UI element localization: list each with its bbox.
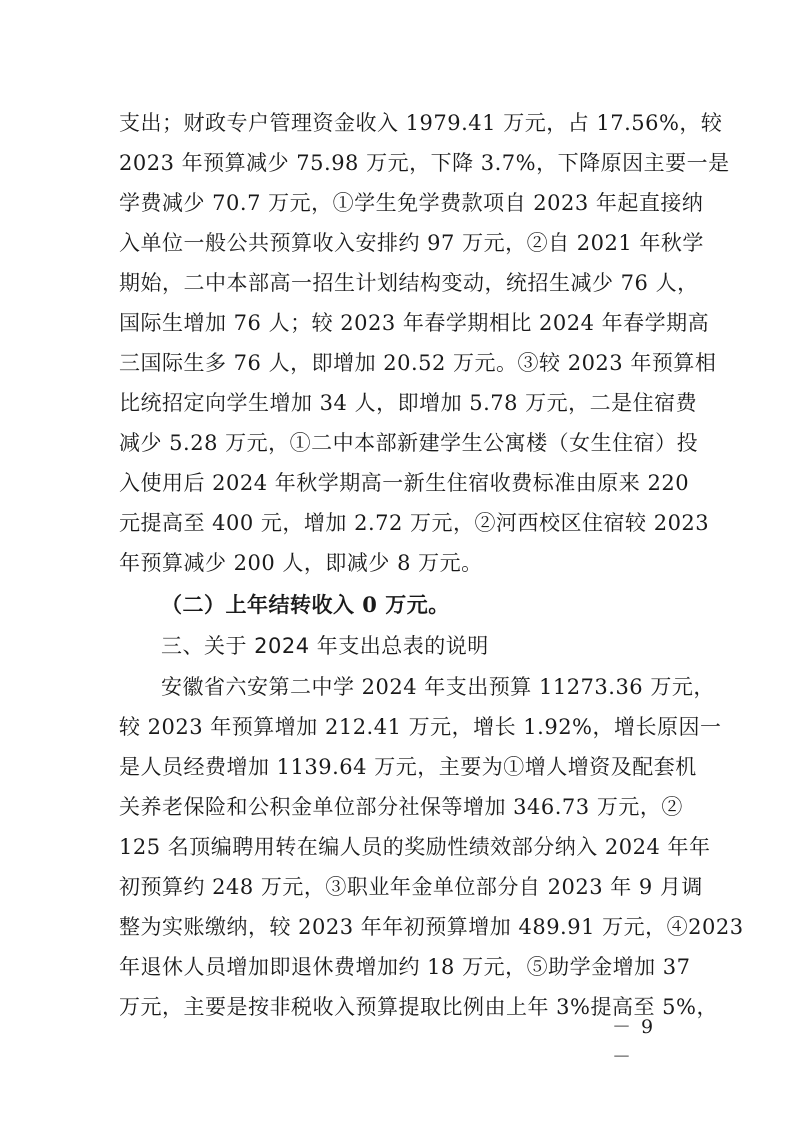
- section-heading: 三、关于 2024 年支出总表的说明: [161, 634, 489, 658]
- paragraph-line: 入使用后 2024 年秋学期高一新生住宿收费标准由原来 220: [119, 471, 690, 495]
- paragraph-line: 万元，主要是按非税收入预算提取比例由上年 3%提高至 5%，: [119, 995, 718, 1019]
- paragraph-line: 安徽省六安第二中学 2024 年支出预算 11273.36 万元，: [161, 675, 715, 699]
- paragraph-line: 初预算约 248 万元，③职业年金单位部分自 2023 年 9 月调: [119, 875, 703, 899]
- paragraph-line: 三国际生多 76 人，即增加 20.52 万元。③较 2023 年预算相: [119, 351, 717, 375]
- paragraph-line: 年预算减少 200 人，即减少 8 万元。: [119, 551, 483, 575]
- paragraph-line: 入单位一般公共预算收入安排约 97 万元，②自 2021 年秋学: [119, 231, 704, 255]
- paragraph-line: 整为实账缴纳，较 2023 年年初预算增加 489.91 万元，④2023: [119, 915, 744, 939]
- paragraph-line: 年退休人员增加即退休费增加约 18 万元，⑤助学金增加 37: [119, 955, 691, 979]
- paragraph-line: 国际生增加 76 人；较 2023 年春学期相比 2024 年春学期高: [119, 311, 710, 335]
- subheading: （二）上年结转收入 0 万元。: [161, 592, 450, 617]
- paragraph-line: 125 名顶编聘用转在编人员的奖励性绩效部分纳入 2024 年年: [119, 835, 711, 859]
- paragraph-line: 2023 年预算减少 75.98 万元，下降 3.7%，下降原因主要一是: [119, 151, 730, 175]
- paragraph-line: 期始，二中本部高一招生计划结构变动，统招生减少 76 人，: [119, 271, 699, 295]
- paragraph-line: 减少 5.28 万元，①二中本部新建学生公寓楼（女生住宿）投: [119, 431, 699, 455]
- paragraph-line: 较 2023 年预算增加 212.41 万元，增长 1.92%，增长原因一: [119, 715, 722, 739]
- paragraph-line: 关养老保险和公积金单位部分社保等增加 346.73 万元，②: [119, 795, 683, 819]
- paragraph-line: 比统招定向学生增加 34 人，即增加 5.78 万元，二是住宿费: [119, 391, 698, 415]
- paragraph-line: 支出；财政专户管理资金收入 1979.41 万元，占 17.56%，较: [119, 111, 723, 135]
- paragraph-line: 是人员经费增加 1139.64 万元，主要为①增人增资及配套机: [119, 755, 697, 779]
- paragraph-line: 学费减少 70.7 万元，①学生免学费款项自 2023 年起直接纳: [119, 191, 704, 215]
- paragraph-line: 元提高至 400 元，增加 2.72 万元，②河西校区住宿较 2023: [119, 511, 710, 535]
- page-number: － 9 －: [612, 1016, 656, 1068]
